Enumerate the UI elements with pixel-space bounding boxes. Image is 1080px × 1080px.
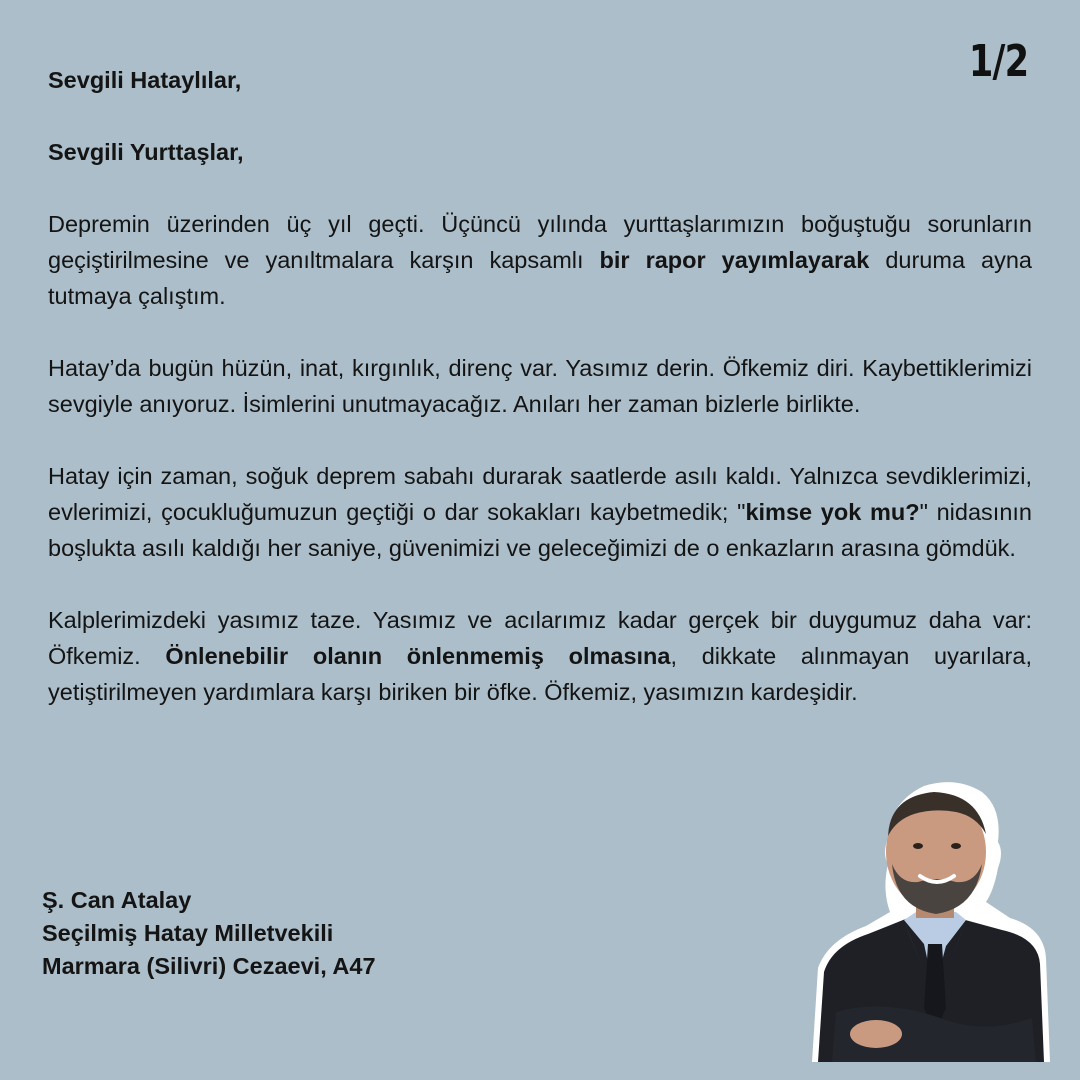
emphasis-kimse-yok-mu: kimse yok mu? <box>745 499 920 525</box>
portrait-photo <box>806 772 1054 1066</box>
emphasis-preventable: Önlenebilir olanın önlenmemiş olmasına <box>165 643 671 669</box>
signature-location: Marmara (Silivri) Cezaevi, A47 <box>42 953 376 979</box>
greeting-hataylilar: Sevgili Hataylılar, <box>48 67 242 93</box>
signature-name: Ş. Can Atalay <box>42 887 192 913</box>
page-number: 1/2 <box>968 36 1028 87</box>
signature-title: Seçilmiş Hatay Milletvekili <box>42 920 334 946</box>
paragraph-time-stopped: Hatay için zaman, soğuk deprem sabahı durarak saatlerde asılı kaldı. Yalnızca sevdiklerimizi, evlerimizi, çocukluğumuzun geçtiği o dar sokakları kaybetmedik; "kimse yok mu?" nidasının boşlukta asılı kaldığı her saniye, güvenimizi ve geleceğimizi de o enkazların arasına gömdük. <box>48 463 1032 561</box>
paragraph-hatay-today: Hatay’da bugün hüzün, inat, kırgınlık, direnç var. Yasımız derin. Öfkemiz diri. Kaybettiklerimizi sevgiyle anıyoruz. İsimlerini unutmayacağız. Anıları her zaman bizlerle birlikte. <box>48 355 1032 417</box>
paragraph-report: Depremin üzerinden üç yıl geçti. Üçüncü yılında yurttaşlarımızın boğuştuğu sorunların geçiştirilmesine ve yanıltmalara karşın kapsamlı bir rapor yayımlayarak duruma ayna tutmaya çalıştım. <box>48 211 1032 309</box>
paragraph-anger: Kalplerimizdeki yasımız taze. Yasımız ve acılarımız kadar gerçek bir duygumuz daha var: Öfkemiz. Önlenebilir olanın önlenmemiş olmasına, dikkate alınmayan uyarılara, yetiştirilmeyen yardımlara karşı biriken bir öfke. Öfkemiz, yasımızın kardeşidir. <box>48 607 1032 705</box>
emphasis-report: bir rapor yayımlayarak <box>599 247 870 273</box>
letter-body <box>48 62 1032 746</box>
signature-block <box>42 884 376 983</box>
greeting-yurttaslar: Sevgili Yurttaşlar, <box>48 139 244 165</box>
